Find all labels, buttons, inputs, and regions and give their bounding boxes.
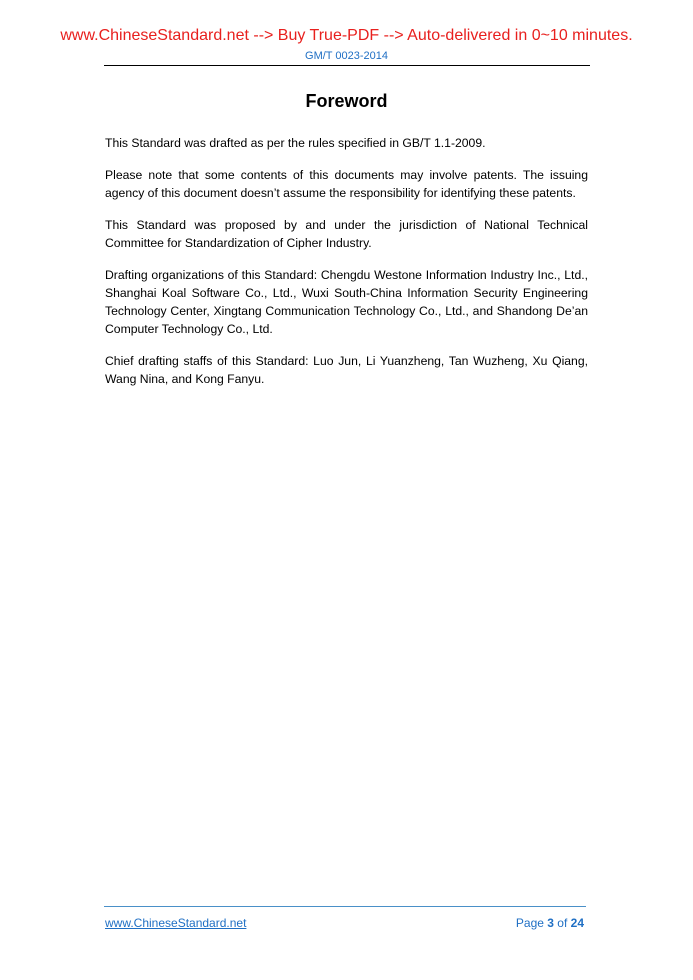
paragraph-drafting-organizations: Drafting organizations of this Standard: Chengdu Westone Information Industry Inc., Ltd., Shanghai Koal Software Co., Ltd., Wuxi South-China Information Security Engineering Technology Center, Xingtang Communication Technology Co., Ltd., and Shandong De’an Computer Technology Co., Ltd. <box>105 268 588 336</box>
foreword-body <box>105 134 588 402</box>
paragraph-drafting-rules: This Standard was drafted as per the rules specified in GB/T 1.1-2009. <box>105 136 486 150</box>
header-divider <box>104 65 590 66</box>
page-title: Foreword <box>305 91 388 111</box>
header-banner[interactable]: www.ChineseStandard.net --> Buy True-PDF --> Auto-delivered in 0~10 minutes. <box>60 27 633 44</box>
footer-website-link[interactable]: www.ChineseStandard.net <box>105 916 247 930</box>
paragraph-drafting-staffs: Chief drafting staffs of this Standard: Luo Jun, Li Yuanzheng, Tan Wuzheng, Xu Qiang, Wang Nina, and Kong Fanyu. <box>105 354 588 386</box>
footer-divider <box>104 906 586 907</box>
paragraph-jurisdiction: This Standard was proposed by and under the jurisdiction of National Technical Committee for Standardization of Cipher Industry. <box>105 218 588 250</box>
page-prefix: Page <box>515 916 548 930</box>
paragraph-patents: Please note that some contents of this documents may involve patents. The issuing agency of this document doesn’t assume the responsibility for identifying these patents. <box>105 168 588 200</box>
page-current: 3 <box>547 916 554 930</box>
standard-number: GM/T 0023-2014 <box>305 50 388 62</box>
page-total: 24 <box>570 916 584 930</box>
page-number <box>516 916 584 930</box>
page-of: of <box>553 916 571 930</box>
